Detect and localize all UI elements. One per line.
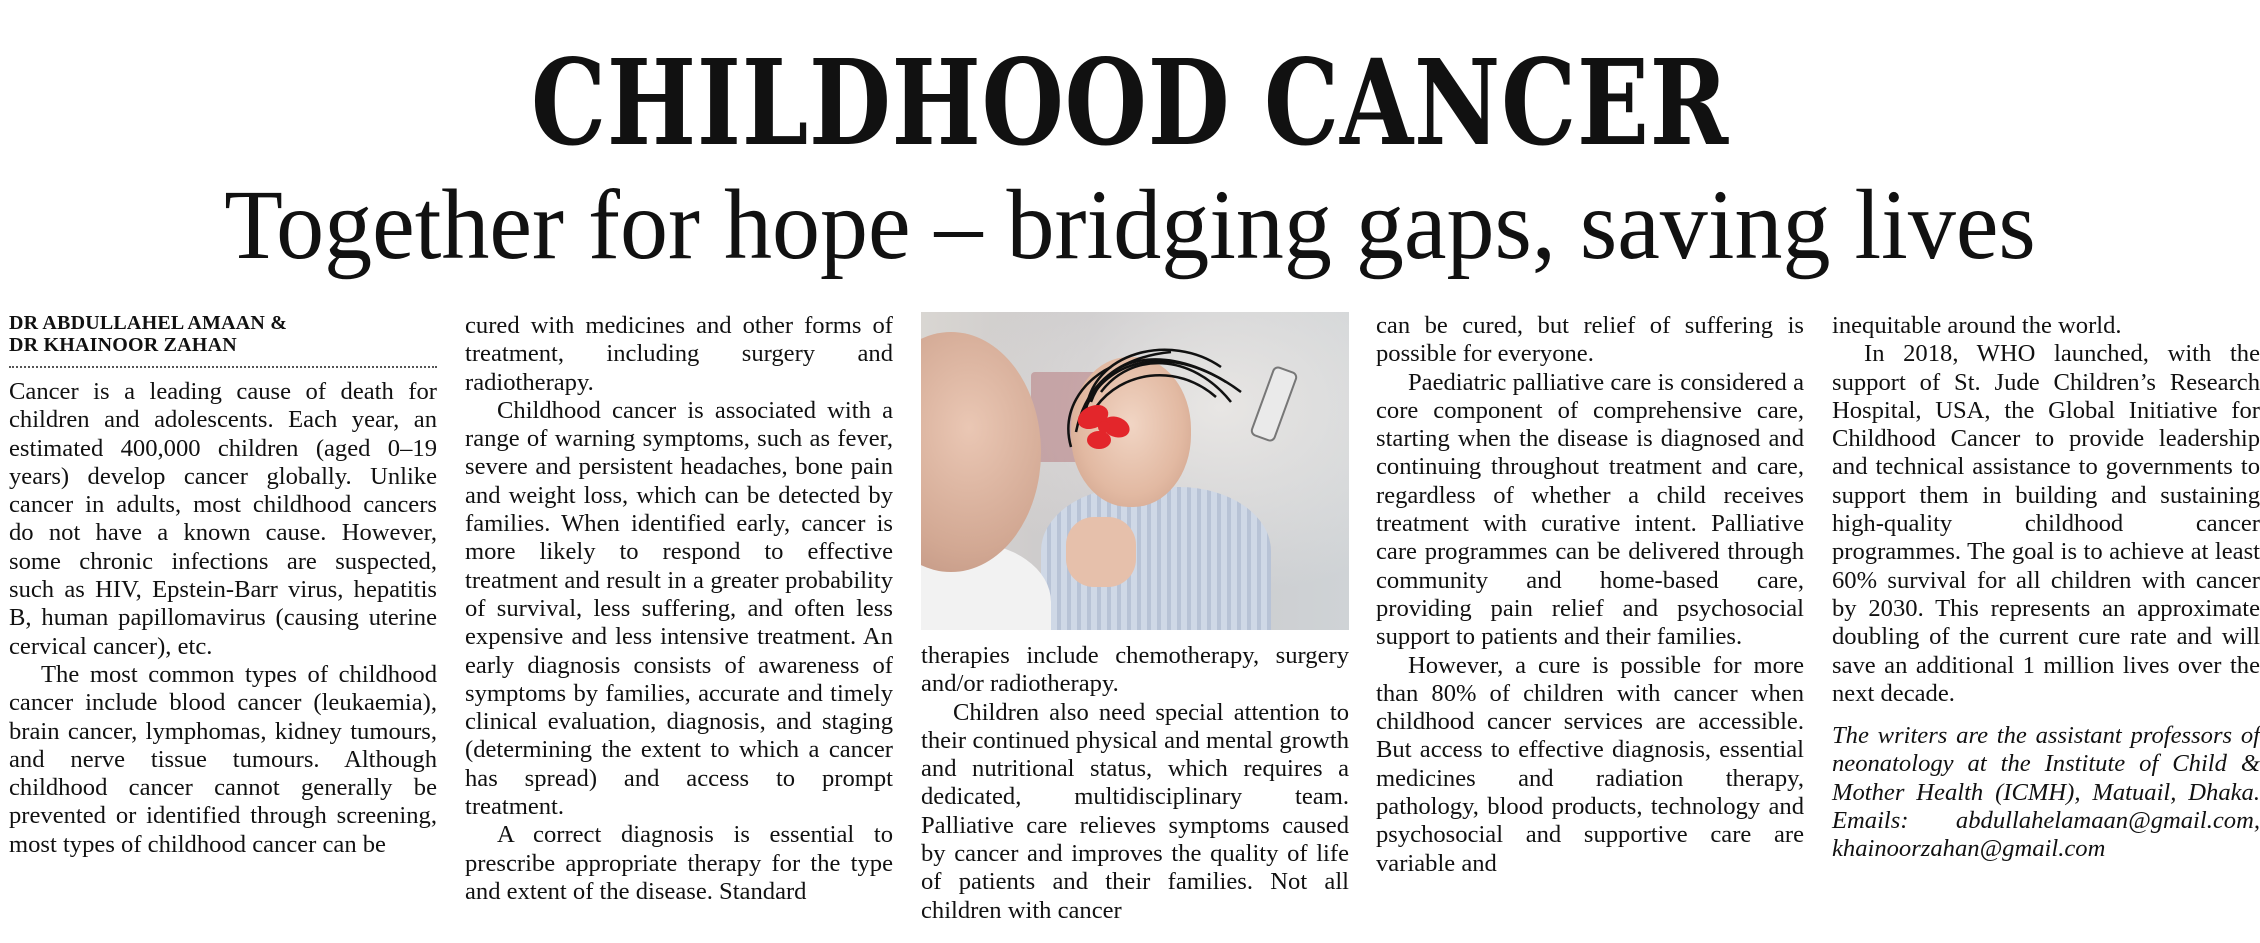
subheadline: Together for hope – bridging gaps, saving lives: [224, 169, 2036, 280]
paragraph: Cancer is a leading cause of death for children and adolescents. Each year, an estimated 400,000 children (aged 0–19 years) develop cancer globally. Unlike cancer in adults, most childhood cancers do not have a known cause. However, some chronic infections are suspected, such as HIV, Epstein-Barr virus, hepatitis B, human papillomavirus (causing uterine cervical cancer), etc.: [9, 378, 437, 660]
column-5: [1832, 312, 2260, 864]
paragraph: Paediatric palliative care is considered a core component of comprehensive care, starting when the disease is diagnosed and continuing throughout treatment and care, regardless of whether a child receives treatment with curative intent. Palliative care programmes can be delivered through community and home-based care, providing pain relief and psychosocial support to patients and their families.: [1376, 368, 1804, 651]
author-credits: The writers are the assistant professors of neonatology at the Institute of Child & Mother Health (ICMH), Matuail, Dhaka. Emails: abdullahelamaan@gmail.com, khainoorzahan@gmail.com: [1832, 722, 2260, 863]
article-photo: [921, 312, 1349, 630]
photo-drawn-hair: [921, 312, 1349, 630]
paragraph: The most common types of childhood cancer include blood cancer (leukaemia), brain cancer, lymphomas, kidney tumours, and nerve tissue tumours. Although childhood cancer cannot generally be prevented or identified through screening, most types of childhood cancer can be: [9, 660, 437, 858]
paragraph: Children also need special attention to their continued physical and mental growth and nutritional status, which requires a dedicated, multidisciplinary team. Palliative care relieves symptoms caused by cancer and improves the quality of life of patients and their families. Not all children with cancer: [921, 698, 1349, 924]
paragraph: Childhood cancer is associated with a range of warning symptoms, such as fever, severe and persistent headaches, bone pain and weight loss, which can be detected by families. When identified early, cancer is more likely to respond to effective treatment and result in a greater probability of survival, less suffering, and often less expensive and less intensive treatment. An early diagnosis consists of awareness of symptoms by families, accurate and timely clinical evaluation, diagnosis, and staging (determining the extent to which a cancer has spread) and access to prompt treatment.: [465, 396, 893, 821]
column-2: [465, 312, 893, 906]
column-4: [1376, 312, 1804, 878]
paragraph: inequitable around the world.: [1832, 312, 2122, 339]
column-3: [921, 312, 1349, 925]
paragraph: However, a cure is possible for more than 80% of children with cancer when childhood cancer services are accessible. But access to effective diagnosis, essential medicines and radiation therapy, pathology, blood products, technology and psychosocial and supportive care are variable and: [1376, 651, 1804, 877]
paragraph: can be cured, but relief of suffering is possible for everyone.: [1376, 312, 1804, 368]
column-1: [9, 312, 437, 859]
paragraph: cured with medicines and other forms of treatment, including surgery and radiotherapy.: [465, 312, 893, 396]
paragraph: A correct diagnosis is essential to prescribe appropriate therapy for the type and extent of the disease. Standard: [465, 821, 893, 905]
headline: CHILDHOOD CANCER: [530, 33, 1730, 172]
byline-author-2: DR KHAINOOR ZAHAN: [9, 334, 237, 356]
byline-author-1: DR ABDULLAHEL AMAAN &: [9, 312, 288, 334]
paragraph: therapies include chemotherapy, surgery and/or radiotherapy.: [921, 642, 1349, 698]
byline: [9, 312, 437, 368]
paragraph: In 2018, WHO launched, with the support of St. Jude Children’s Research Hospital, USA, the Global Initiative for Childhood Cancer to provide leadership and technical assistance to governments to support them in building and sustaining high-quality childhood cancer programmes. The goal is to achieve at least 60% survival for all children with cancer by 2030. This represents an approximate doubling of the current cure rate and will save an additional 1 million lives over the next decade.: [1832, 340, 2260, 707]
